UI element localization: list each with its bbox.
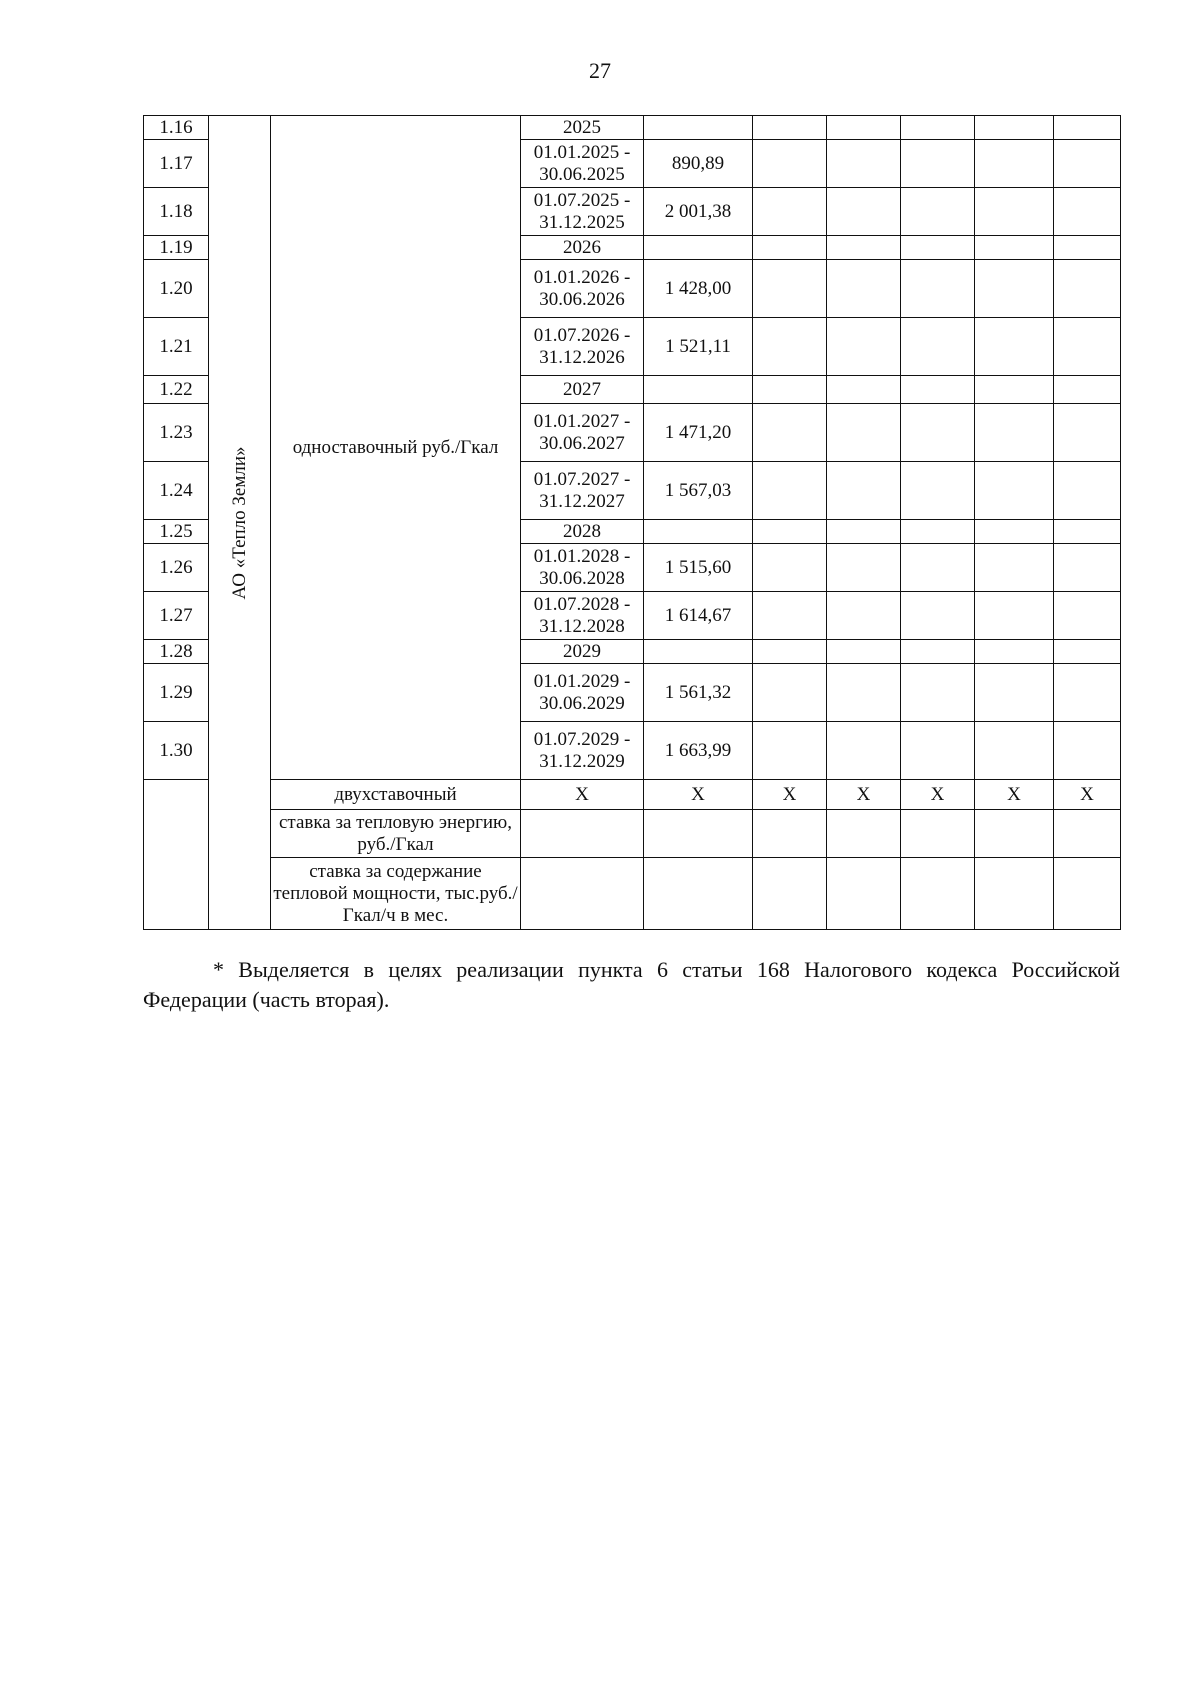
row-number-empty bbox=[144, 780, 209, 930]
table-row bbox=[144, 858, 1121, 930]
organization-cell bbox=[209, 116, 271, 930]
empty-cell bbox=[975, 260, 1054, 318]
period-line: 30.06.2026 bbox=[539, 288, 625, 310]
row-number: 1.17 bbox=[144, 140, 209, 188]
period-line: 01.07.2028 - bbox=[533, 593, 631, 615]
tariff-value: 1 614,67 bbox=[644, 592, 753, 640]
empty-cell bbox=[975, 664, 1054, 722]
row-number: 1.29 bbox=[144, 664, 209, 722]
empty-cell bbox=[753, 520, 827, 544]
empty-cell bbox=[901, 404, 975, 462]
period-cell bbox=[521, 376, 644, 404]
empty-cell bbox=[753, 544, 827, 592]
empty-cell bbox=[827, 140, 901, 188]
empty-cell bbox=[901, 318, 975, 376]
empty-cell bbox=[901, 544, 975, 592]
empty-cell bbox=[901, 520, 975, 544]
empty-cell bbox=[827, 462, 901, 520]
empty-cell bbox=[827, 520, 901, 544]
empty-cell bbox=[1054, 116, 1121, 140]
empty-cell bbox=[975, 116, 1054, 140]
row-number: 1.27 bbox=[144, 592, 209, 640]
row-number: 1.30 bbox=[144, 722, 209, 780]
tariff-value: 1 428,00 bbox=[644, 260, 753, 318]
empty-cell bbox=[975, 188, 1054, 236]
tariff-table bbox=[143, 115, 1121, 930]
empty-cell bbox=[901, 376, 975, 404]
empty-cell bbox=[644, 858, 753, 930]
empty-cell bbox=[901, 858, 975, 930]
x-mark: X bbox=[753, 780, 827, 810]
empty-cell bbox=[753, 116, 827, 140]
empty-cell bbox=[827, 236, 901, 260]
empty-cell bbox=[753, 722, 827, 780]
tariff-value: 1 515,60 bbox=[644, 544, 753, 592]
period-line: 01.01.2026 - bbox=[533, 266, 631, 288]
empty-cell bbox=[753, 462, 827, 520]
empty-cell bbox=[901, 188, 975, 236]
empty-cell bbox=[975, 236, 1054, 260]
period-cell bbox=[521, 462, 644, 520]
table-row bbox=[144, 810, 1121, 858]
empty-cell bbox=[753, 404, 827, 462]
empty-cell bbox=[975, 640, 1054, 664]
empty-cell bbox=[1054, 858, 1121, 930]
period-line: 01.07.2027 - bbox=[533, 468, 631, 490]
period-line: 2025 bbox=[563, 116, 601, 138]
period-line: 01.01.2029 - bbox=[533, 670, 631, 692]
row-number: 1.24 bbox=[144, 462, 209, 520]
empty-cell bbox=[827, 722, 901, 780]
period-line: 30.06.2027 bbox=[539, 432, 625, 454]
period-cell bbox=[521, 520, 644, 544]
empty-cell bbox=[827, 376, 901, 404]
empty-cell bbox=[827, 592, 901, 640]
capacity-rate-label: ставка за содержание тепловой мощности, тыс.руб./Гкал/ч в мес. bbox=[271, 858, 521, 930]
period-cell bbox=[521, 664, 644, 722]
tariff-value bbox=[644, 236, 753, 260]
row-number: 1.21 bbox=[144, 318, 209, 376]
period-line: 01.07.2025 - bbox=[533, 189, 631, 211]
empty-cell bbox=[753, 140, 827, 188]
empty-cell bbox=[1054, 236, 1121, 260]
empty-cell bbox=[1054, 810, 1121, 858]
empty-cell bbox=[975, 722, 1054, 780]
period-cell bbox=[521, 116, 644, 140]
empty-cell bbox=[901, 236, 975, 260]
row-number: 1.20 bbox=[144, 260, 209, 318]
empty-cell bbox=[975, 544, 1054, 592]
empty-cell bbox=[901, 722, 975, 780]
empty-cell bbox=[827, 116, 901, 140]
empty-cell bbox=[975, 592, 1054, 640]
period-cell bbox=[521, 318, 644, 376]
tariff-type-single-cell bbox=[271, 116, 521, 780]
empty-cell bbox=[753, 810, 827, 858]
row-number: 1.25 bbox=[144, 520, 209, 544]
empty-cell bbox=[901, 592, 975, 640]
empty-cell bbox=[1054, 640, 1121, 664]
empty-cell bbox=[753, 592, 827, 640]
row-number: 1.23 bbox=[144, 404, 209, 462]
empty-cell bbox=[901, 664, 975, 722]
empty-cell bbox=[901, 810, 975, 858]
empty-cell bbox=[1054, 376, 1121, 404]
empty-cell bbox=[827, 640, 901, 664]
empty-cell bbox=[975, 462, 1054, 520]
x-mark: X bbox=[901, 780, 975, 810]
period-cell bbox=[521, 140, 644, 188]
tariff-value: 1 663,99 bbox=[644, 722, 753, 780]
empty-cell bbox=[1054, 520, 1121, 544]
tariff-value: 1 521,11 bbox=[644, 318, 753, 376]
period-cell bbox=[521, 260, 644, 318]
empty-cell bbox=[975, 520, 1054, 544]
empty-cell bbox=[827, 404, 901, 462]
empty-cell bbox=[975, 376, 1054, 404]
empty-cell bbox=[975, 404, 1054, 462]
footnote: * Выделяется в целях реализации пункта 6 статьи 168 Налогового кодекса Российской Федерации (часть вторая). bbox=[143, 957, 1120, 1012]
empty-cell bbox=[827, 544, 901, 592]
period-line: 31.12.2026 bbox=[539, 346, 625, 368]
empty-cell bbox=[753, 318, 827, 376]
period-cell bbox=[521, 404, 644, 462]
empty-cell bbox=[975, 140, 1054, 188]
period-line: 30.06.2025 bbox=[539, 163, 625, 185]
empty-cell bbox=[753, 236, 827, 260]
period-line: 30.06.2029 bbox=[539, 692, 625, 714]
empty-cell bbox=[827, 188, 901, 236]
period-line: 31.12.2028 bbox=[539, 615, 625, 637]
row-number: 1.18 bbox=[144, 188, 209, 236]
empty-cell bbox=[901, 462, 975, 520]
empty-cell bbox=[521, 858, 644, 930]
empty-cell bbox=[753, 260, 827, 318]
tariff-value bbox=[644, 376, 753, 404]
x-mark: X bbox=[975, 780, 1054, 810]
empty-cell bbox=[827, 858, 901, 930]
row-number: 1.19 bbox=[144, 236, 209, 260]
period-line: 01.01.2028 - bbox=[533, 545, 631, 567]
organization-name: АО «Тепло Земли» bbox=[228, 445, 250, 600]
x-mark: X bbox=[827, 780, 901, 810]
tariff-type-single: одноставочный руб./Гкал bbox=[292, 436, 499, 458]
x-mark: X bbox=[1054, 780, 1121, 810]
tariff-value: 890,89 bbox=[644, 140, 753, 188]
empty-cell bbox=[827, 318, 901, 376]
period-line: 31.12.2027 bbox=[539, 490, 625, 512]
period-line: 01.07.2026 - bbox=[533, 324, 631, 346]
period-line: 30.06.2028 bbox=[539, 567, 625, 589]
empty-cell bbox=[827, 664, 901, 722]
empty-cell bbox=[901, 140, 975, 188]
row-number: 1.26 bbox=[144, 544, 209, 592]
period-cell bbox=[521, 592, 644, 640]
period-line: 2029 bbox=[563, 640, 601, 662]
period-cell bbox=[521, 236, 644, 260]
tariff-type-two-part: двухставочный bbox=[271, 780, 521, 810]
period-line: 31.12.2025 bbox=[539, 211, 625, 233]
row-number: 1.22 bbox=[144, 376, 209, 404]
empty-cell bbox=[753, 858, 827, 930]
period-line: 2028 bbox=[563, 520, 601, 542]
empty-cell bbox=[975, 810, 1054, 858]
period-line: 01.01.2025 - bbox=[533, 141, 631, 163]
x-mark: X bbox=[644, 780, 753, 810]
period-line: 2026 bbox=[563, 236, 601, 258]
empty-cell bbox=[1054, 404, 1121, 462]
empty-cell bbox=[975, 318, 1054, 376]
empty-cell bbox=[1054, 592, 1121, 640]
table-row bbox=[144, 780, 1121, 810]
tariff-value: 2 001,38 bbox=[644, 188, 753, 236]
empty-cell bbox=[1054, 462, 1121, 520]
page-number: 27 bbox=[589, 58, 611, 83]
empty-cell bbox=[753, 376, 827, 404]
table-row bbox=[144, 116, 1121, 140]
row-number: 1.28 bbox=[144, 640, 209, 664]
empty-cell bbox=[753, 640, 827, 664]
x-mark: X bbox=[521, 780, 644, 810]
empty-cell bbox=[1054, 722, 1121, 780]
empty-cell bbox=[1054, 140, 1121, 188]
period-line: 01.07.2029 - bbox=[533, 728, 631, 750]
empty-cell bbox=[901, 260, 975, 318]
empty-cell bbox=[901, 640, 975, 664]
empty-cell bbox=[1054, 544, 1121, 592]
empty-cell bbox=[644, 810, 753, 858]
tariff-value bbox=[644, 116, 753, 140]
empty-cell bbox=[1054, 188, 1121, 236]
row-number: 1.16 bbox=[144, 116, 209, 140]
period-line: 2027 bbox=[563, 378, 601, 400]
empty-cell bbox=[827, 810, 901, 858]
empty-cell bbox=[1054, 664, 1121, 722]
empty-cell bbox=[975, 858, 1054, 930]
period-line: 31.12.2029 bbox=[539, 750, 625, 772]
period-cell bbox=[521, 544, 644, 592]
empty-cell bbox=[753, 188, 827, 236]
tariff-value bbox=[644, 520, 753, 544]
tariff-table-body bbox=[144, 116, 1121, 930]
period-cell bbox=[521, 722, 644, 780]
empty-cell bbox=[753, 664, 827, 722]
empty-cell bbox=[1054, 318, 1121, 376]
period-line: 01.01.2027 - bbox=[533, 410, 631, 432]
period-cell bbox=[521, 188, 644, 236]
empty-cell bbox=[901, 116, 975, 140]
empty-cell bbox=[521, 810, 644, 858]
tariff-value: 1 471,20 bbox=[644, 404, 753, 462]
period-cell bbox=[521, 640, 644, 664]
tariff-value: 1 567,03 bbox=[644, 462, 753, 520]
tariff-value bbox=[644, 640, 753, 664]
empty-cell bbox=[827, 260, 901, 318]
empty-cell bbox=[1054, 260, 1121, 318]
heat-energy-rate-label: ставка за тепловую энергию, руб./Гкал bbox=[271, 810, 521, 858]
tariff-value: 1 561,32 bbox=[644, 664, 753, 722]
